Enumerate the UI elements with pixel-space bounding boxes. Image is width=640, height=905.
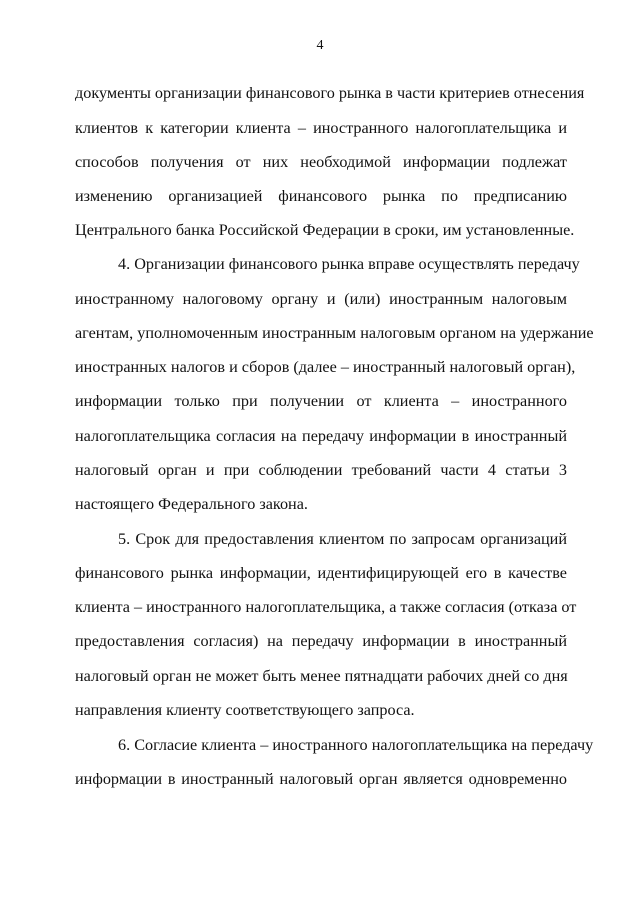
page-number: 4	[316, 38, 324, 53]
paragraph-line: способов получения от них необходимой информации подлежат	[75, 153, 567, 171]
paragraph-line: предоставления согласия) на передачу информации в иностранный	[75, 632, 567, 650]
paragraph-line: документы организации финансового рынка в части критериев отнесения	[75, 84, 585, 102]
paragraph-line: информации в иностранный налоговый орган является одновременно	[75, 770, 567, 788]
paragraph-line: иностранному налоговому органу и (или) иностранным налоговым	[75, 290, 567, 308]
paragraph-line: изменению организацией финансового рынка по предписанию	[75, 187, 567, 205]
paragraph-line: направления клиенту соответствующего запроса.	[75, 701, 415, 719]
paragraph-line: клиентов к категории клиента – иностранного налогоплательщика и	[75, 119, 567, 137]
paragraph-line: агентам, уполномоченным иностранным налоговым органом на удержание	[75, 324, 594, 342]
paragraph-line: иностранных налогов и сборов (далее – иностранный налоговый орган),	[75, 358, 576, 376]
paragraph-line: 4. Организации финансового рынка вправе осуществлять передачу	[118, 255, 580, 273]
paragraph-line: информации только при получении от клиента – иностранного	[75, 392, 567, 410]
paragraph-line: 5. Срок для предоставления клиентом по запросам организаций	[118, 530, 567, 548]
paragraph-line: налоговый орган не может быть менее пятнадцати рабочих дней со дня	[75, 667, 568, 685]
paragraph-line: 6. Согласие клиента – иностранного налогоплательщика на передачу	[118, 736, 594, 754]
paragraph-line: Центрального банка Российской Федерации в сроки, им установленные.	[75, 221, 575, 239]
paragraph-line: финансового рынка информации, идентифицирующей его в качестве	[75, 564, 567, 582]
paragraph-line: настоящего Федерального закона.	[75, 495, 308, 513]
paragraph-line: налоговый орган и при соблюдении требований части 4 статьи 3	[75, 461, 567, 479]
paragraph-line: налогоплательщика согласия на передачу информации в иностранный	[75, 427, 567, 445]
paragraph-line: клиента – иностранного налогоплательщика, а также согласия (отказа от	[75, 598, 577, 616]
